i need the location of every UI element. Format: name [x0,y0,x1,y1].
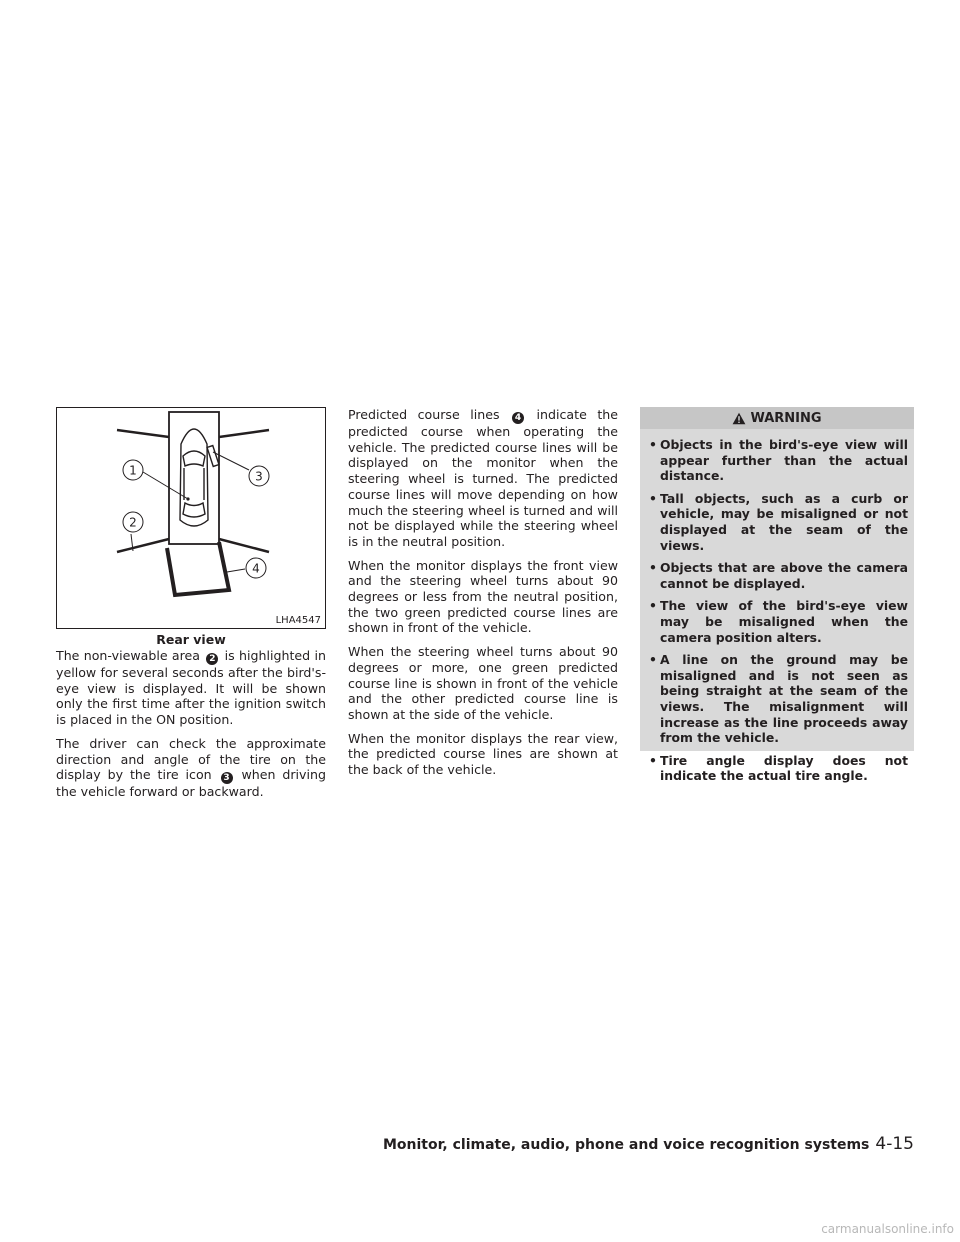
paragraph-front-view-90-more: When the steering wheel turns about 90 degrees or more, one green predicted course line is shown in front of the vehicle and the other predicted course line is shown at the side of the vehicle. [348,644,618,722]
paragraph-tire-icon: The driver can check the approximate direction and angle of the tire on the display by the tire icon 3 when driving the vehicle forward or backward. [56,735,326,800]
warning-item: • Objects in the bird's-eye view will appear further than the actual distance. [646,437,908,484]
callout-ref-2: 2 [206,653,218,665]
callout-4 [246,558,266,578]
text-column-middle [348,407,618,786]
warning-item: • The view of the bird's-eye view may be misaligned when the camera position alters. [646,598,908,645]
rear-view-figure [56,407,326,629]
warning-triangle-icon [732,412,746,425]
svg-text:1: 1 [129,463,137,478]
figure-code: LHA4547 [275,615,321,626]
tire-icon [207,446,219,467]
warning-box [640,407,914,784]
paragraph-predicted-course: Predicted course lines 4 indicate the predicted course when operating the vehicle. The predicted course lines will be displayed on the monitor when the steering wheel is turned. The predicted course lines will move depending on how much the steering wheel is turned and will not be displayed while the steering wheel is in the neutral position. [348,407,618,549]
seam-line-rear-left [117,539,169,552]
page-number: 4-15 [875,1134,914,1154]
svg-text:4: 4 [252,561,260,576]
leader-line-4 [227,569,245,572]
warning-item: • Tire angle display does not indicate the actual tire angle. [646,753,908,784]
predicted-course-lines [167,542,229,595]
paragraph-rear-view: When the monitor displays the rear view, the predicted course lines are shown at the back of the vehicle. [348,730,618,778]
watermark: carmanualsonline.info [821,1222,954,1236]
callout-2 [123,512,143,532]
seam-line-front-left [117,430,169,437]
warning-title: WARNING [750,410,822,426]
callout-3 [249,466,269,486]
warning-list [640,429,914,784]
figure-caption: Rear view [156,632,226,647]
seam-line-rear-right [219,539,269,552]
warning-item: • Tall objects, such as a curb or vehicle, may be misaligned or not displayed at the seam of the views. [646,491,908,553]
section-title: Monitor, climate, audio, phone and voice recognition systems [382,1137,870,1153]
svg-text:3: 3 [255,469,263,484]
page-footer [383,1134,914,1154]
rear-view-diagram [57,408,325,628]
warning-item: • A line on the ground may be misaligned and is not seen as being straight at the seam of the views. The misalignment will increase as the line proceeds away from the vehicle. [646,652,908,746]
seam-line-front-right [219,430,269,437]
warning-item: • Objects that are above the camera cannot be displayed. [646,560,908,591]
paragraph-front-view-90-less: When the monitor displays the front view and the steering wheel turns about 90 degrees or less from the neutral position, the two green predicted course lines are shown in front of the vehicle. [348,557,618,636]
warning-header [640,407,914,429]
text-column-left [56,648,326,808]
callout-ref-3: 3 [221,772,233,784]
car-top-view-icon [180,429,208,526]
paragraph-non-viewable-area: The non-viewable area 2 is highlighted in yellow for several seconds after the bird's-eye view is displayed. It will be shown only the first time after the ignition switch is placed in the ON position. [56,648,326,728]
svg-text:2: 2 [129,515,137,530]
callout-ref-4: 4 [512,412,524,424]
callout-1 [123,460,143,480]
